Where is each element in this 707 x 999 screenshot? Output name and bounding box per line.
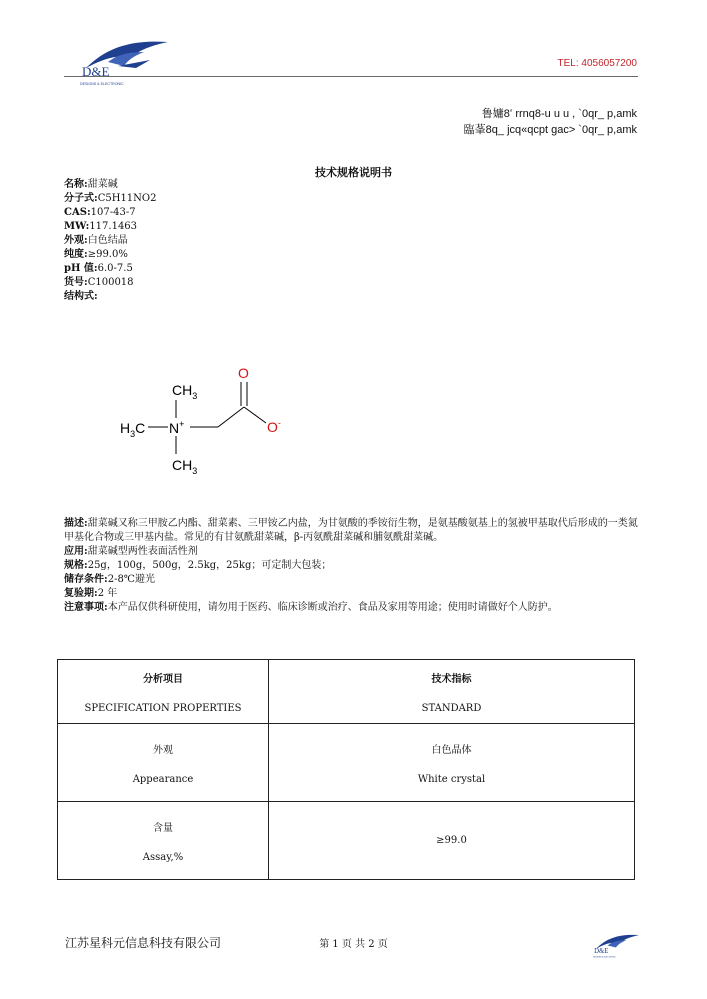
field-formula <box>64 192 156 206</box>
field-label: 纯度: <box>64 249 88 260</box>
notice-paragraph <box>64 601 640 615</box>
logo-text: D&E <box>82 64 110 79</box>
retest-label: 复验期: <box>64 588 98 599</box>
spec-line <box>64 559 640 573</box>
description-text: 甜菜碱又称三甲胺乙内酯、甜菜素、三甲铵乙内盐，为甘氨酸的季铵衍生物，是氨基酸氨基上的氢被甲基取代后形成的一类氮甲基化合物或三甲基内盐。常见的有甘氨酰甜菜碱，β-丙氨酰甜菜碱和脯氨酰甜菜碱。 <box>64 518 638 543</box>
application-label: 应用: <box>64 546 88 557</box>
field-value: 117.1463 <box>89 221 138 232</box>
field-value: ≥99.0% <box>87 249 128 260</box>
field-cas <box>64 206 136 220</box>
footer-logo-text: D&E <box>594 947 609 955</box>
structure-diagram <box>110 360 320 480</box>
footer-logo-subtext: DESIGNS & ELECTRONIC <box>593 956 616 959</box>
field-value: C5H11NO2 <box>97 193 157 204</box>
field-ph <box>64 262 133 276</box>
table-header-standard: 技术指标 STANDARD <box>269 660 635 724</box>
field-value: 甜菜碱 <box>87 179 118 190</box>
atom-o-minus: O- <box>267 418 281 435</box>
notice-label: 注意事项: <box>64 602 108 613</box>
table-cell-item: 含量 Assay,% <box>58 802 269 880</box>
field-purity <box>64 248 128 262</box>
notice-text: 本产品仅供科研使用，请勿用于医药、临床诊断或治疗、食品及家用等用途；使用时请做好个人防护。 <box>107 602 558 613</box>
table-cell-standard: 白色晶体 White crystal <box>269 724 635 802</box>
logo-subtext: DESIGNS & ELECTRONIC <box>80 82 124 86</box>
field-label: CAS: <box>64 207 91 218</box>
spec-label: 规格: <box>64 560 88 571</box>
field-value: 107-43-7 <box>90 207 136 218</box>
spec-text: 25g，100g，500g，2.5kg，25kg；可定制大包装； <box>87 560 332 571</box>
atom-n: N+ <box>169 419 185 436</box>
atom-ch3-top: $CH_3$ <box>172 382 198 401</box>
description-label: 描述: <box>64 518 88 529</box>
table-cell-standard: ≥99.0 <box>269 802 635 880</box>
field-mw <box>64 220 137 234</box>
contact-line-1: 鲁嫞8ʻ rrnq8-u u u , `0qr_ p,amk <box>481 108 637 120</box>
company-name: 江苏星科元信息科技有限公司 <box>65 936 222 950</box>
table-cell-item: 外观 Appearance <box>58 724 269 802</box>
description-paragraph <box>64 517 640 545</box>
field-label: 货号: <box>64 277 88 288</box>
table-header-item: 分析项目 SPECIFICATION PROPERTIES <box>58 660 269 724</box>
storage-label: 储存条件: <box>64 574 108 585</box>
company-logo <box>78 38 174 88</box>
field-structure <box>64 290 98 304</box>
application-line <box>64 545 640 559</box>
field-label: 结构式: <box>64 291 98 302</box>
table-header-row <box>58 660 635 724</box>
atom-h3c: $H_3C$ <box>120 420 146 439</box>
header-divider <box>64 76 638 77</box>
field-value: 白色结晶 <box>87 235 128 246</box>
field-label: MW: <box>64 221 90 232</box>
document-title: 技术规格说明书 <box>315 166 392 179</box>
storage-line <box>64 573 640 587</box>
field-value: 6.0-7.5 <box>97 263 133 274</box>
application-text: 甜菜碱型两性表面活性剂 <box>87 546 198 557</box>
atom-ch3-bottom: $CH_3$ <box>172 457 198 476</box>
field-catalog-number <box>64 276 134 290</box>
field-label: 外观: <box>64 235 88 246</box>
page-indicator: 第 1 页 共 2 页 <box>319 939 388 950</box>
contact-line-2: 臨莑8q_ jcq«qcpt gac> `0qr_ p,amk <box>463 124 637 136</box>
storage-text: 2-8℃避光 <box>107 574 155 585</box>
field-label: 分子式: <box>64 193 98 204</box>
field-value: C100018 <box>87 277 134 288</box>
spec-table <box>57 659 635 880</box>
field-label: pH 值: <box>64 263 98 274</box>
retest-line <box>64 587 640 601</box>
field-appearance <box>64 234 128 248</box>
field-label: 名称: <box>64 179 88 190</box>
footer-logo <box>592 933 642 959</box>
retest-text: 2 年 <box>97 588 118 599</box>
field-name <box>64 178 118 192</box>
table-row <box>58 802 635 880</box>
atom-o-double: O <box>238 365 249 381</box>
table-row <box>58 724 635 802</box>
tel-number: TEL: 4056057200 <box>557 58 637 69</box>
